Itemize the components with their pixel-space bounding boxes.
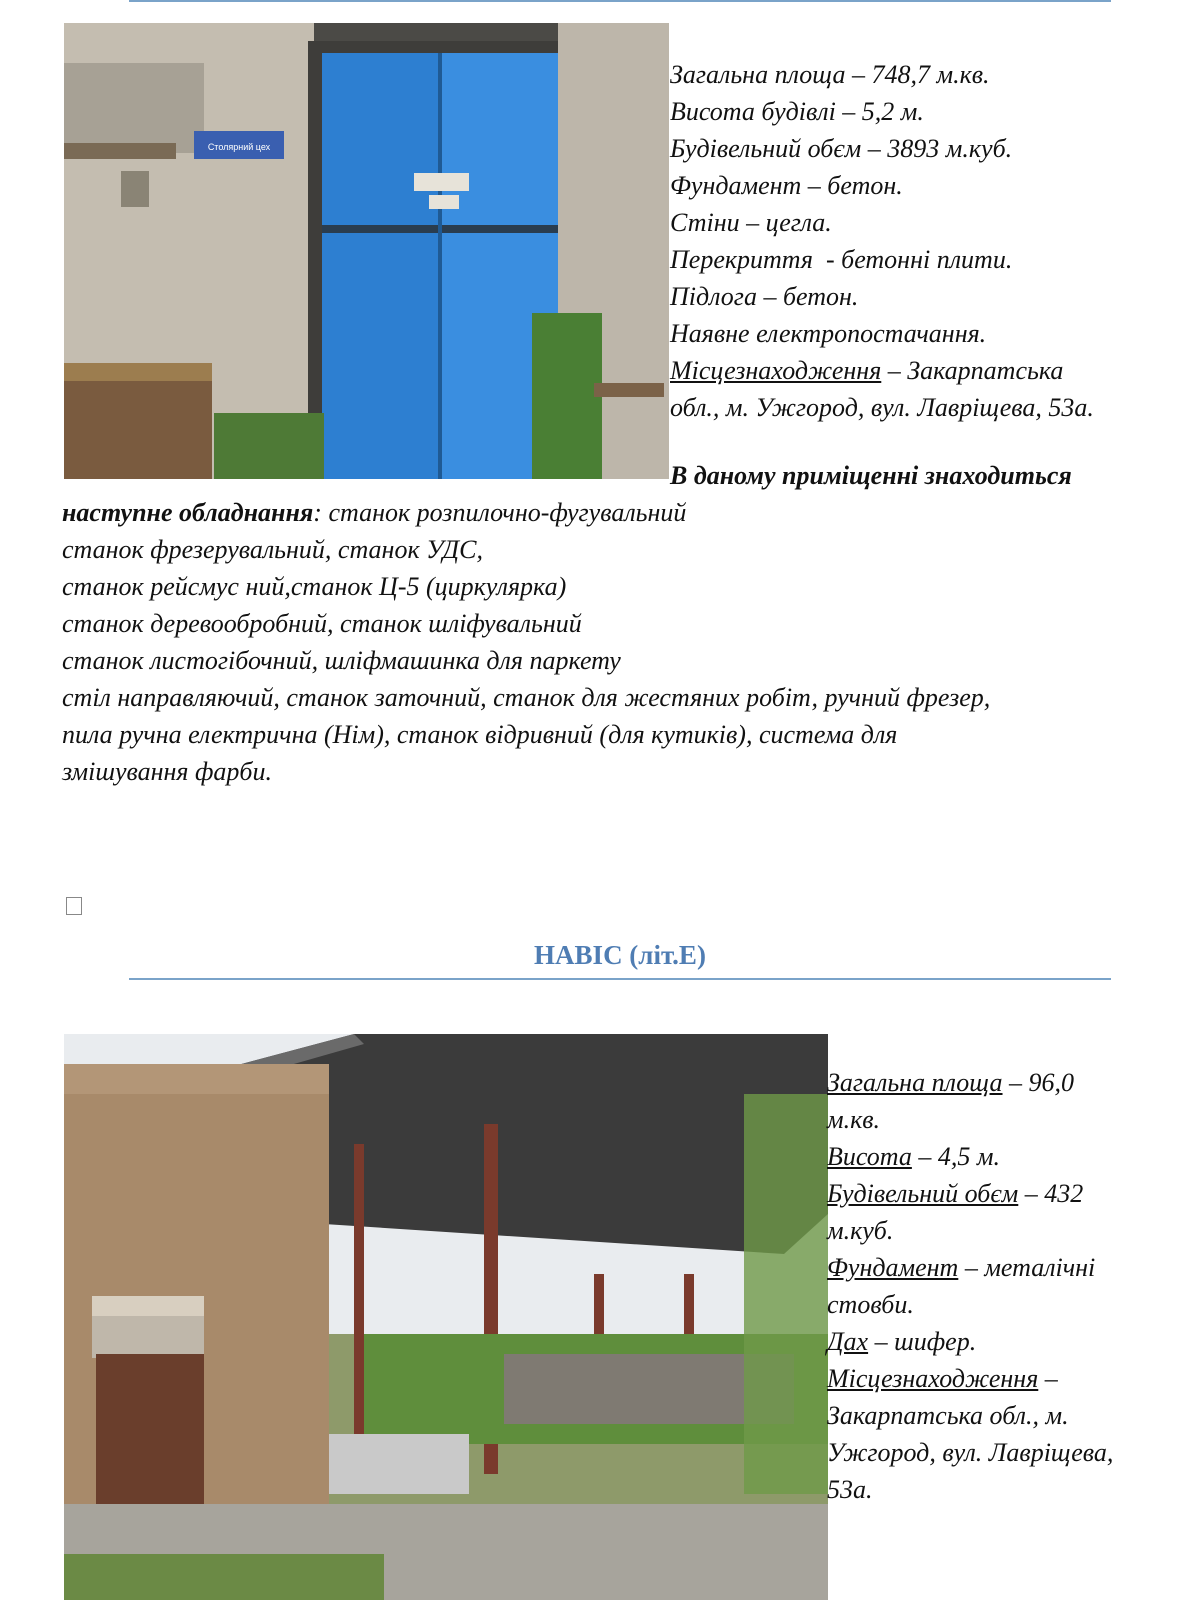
- canopy-foundation-label: Фундамент: [827, 1253, 959, 1282]
- equipment-line: стіл направляючий, станок заточний, станок для жестяних робіт, ручний фрезер,: [62, 683, 991, 712]
- spec-power: Наявне електропостачання.: [670, 319, 987, 348]
- spec-ceiling: Перекриття - бетонні плити.: [670, 245, 1013, 274]
- equipment-line: змішування фарби.: [62, 757, 273, 786]
- canopy-specs: [827, 1064, 1182, 1508]
- workshop-sign-text: Столярний цех: [207, 142, 271, 152]
- canopy-volume: [827, 1175, 1182, 1212]
- canopy-height-label: Висота: [827, 1142, 912, 1171]
- equipment-line: станок листогібочний, шліфмашинка для паркету: [62, 646, 621, 675]
- equipment-lead-text-2: наступне обладнання: [62, 498, 314, 527]
- canopy-location-label: Місцезнаходження: [827, 1364, 1039, 1393]
- equipment-line: пила ручна електрична (Нім), станок відривний (для кутиків), система для: [62, 720, 898, 749]
- canopy-roof: [827, 1323, 1182, 1360]
- equipment-lead: [62, 457, 1182, 494]
- canopy-volume-unit: м.куб.: [827, 1216, 894, 1245]
- canopy-roof-value: – шифер.: [868, 1327, 977, 1356]
- spec-location-1: [670, 352, 1190, 389]
- canopy-foundation-2: стовби.: [827, 1290, 914, 1319]
- workshop-door-photo: [64, 23, 669, 479]
- canopy-foundation-value: – металічні: [958, 1253, 1096, 1282]
- equipment-first-item: : станок розпилочно-фугувальний: [313, 498, 687, 527]
- equipment-line: станок деревообробний, станок шліфувальний: [62, 609, 582, 638]
- spec-floor: Підлога – бетон.: [670, 282, 859, 311]
- canopy-volume-value: – 432: [1018, 1179, 1084, 1208]
- canopy-foundation: [827, 1249, 1182, 1286]
- canopy-area-label: Загальна площа: [827, 1068, 1003, 1097]
- top-divider: [129, 0, 1111, 2]
- canopy-location-line: 53а.: [827, 1475, 873, 1504]
- canopy-volume-label: Будівельний обєм: [827, 1179, 1019, 1208]
- canopy-location-line: Ужгород, вул. Лаврiщева,: [827, 1438, 1114, 1467]
- spec-location-2: обл., м. Ужгород, вул. Лаврiщева, 53а.: [670, 393, 1094, 422]
- workshop-specs: [670, 56, 1190, 426]
- canopy-height: [827, 1138, 1182, 1175]
- location-text-1: – Закарпатська: [881, 356, 1064, 385]
- spec-volume: Будівельний обєм – 3893 м.куб.: [670, 134, 1013, 163]
- equipment-lead-text: В даному приміщенні знаходиться: [670, 461, 1072, 490]
- equipment-line: станок фрезерувальний, станок УДС,: [62, 535, 483, 564]
- canopy-photo: [64, 1034, 828, 1600]
- equipment-line: станок рейсмус ний,станок Ц-5 (циркулярка): [62, 572, 567, 601]
- placeholder-glyph-icon: [66, 897, 82, 915]
- canopy-location-line: Закарпатська обл., м.: [827, 1401, 1069, 1430]
- canopy-roof-label: Дах: [827, 1327, 869, 1356]
- spec-walls: Стіни – цегла.: [670, 208, 832, 237]
- equipment-paragraph: [62, 457, 1182, 790]
- section-title: НАВІС (літ.Е): [534, 940, 706, 970]
- canopy-area-value: – 96,0: [1002, 1068, 1075, 1097]
- equipment-line-first: [62, 494, 1182, 531]
- spec-area: Загальна площа – 748,7 м.кв.: [670, 60, 990, 89]
- section-divider: [129, 978, 1111, 980]
- location-label: Місцезнаходження: [670, 356, 882, 385]
- canopy-location: [827, 1360, 1182, 1397]
- canopy-location-dash: –: [1038, 1364, 1058, 1393]
- spec-height: Висота будівлі – 5,2 м.: [670, 97, 924, 126]
- canopy-height-value: – 4,5 м.: [911, 1142, 1000, 1171]
- canopy-area: [827, 1064, 1182, 1101]
- spec-foundation: Фундамент – бетон.: [670, 171, 903, 200]
- canopy-area-unit: м.кв.: [827, 1105, 881, 1134]
